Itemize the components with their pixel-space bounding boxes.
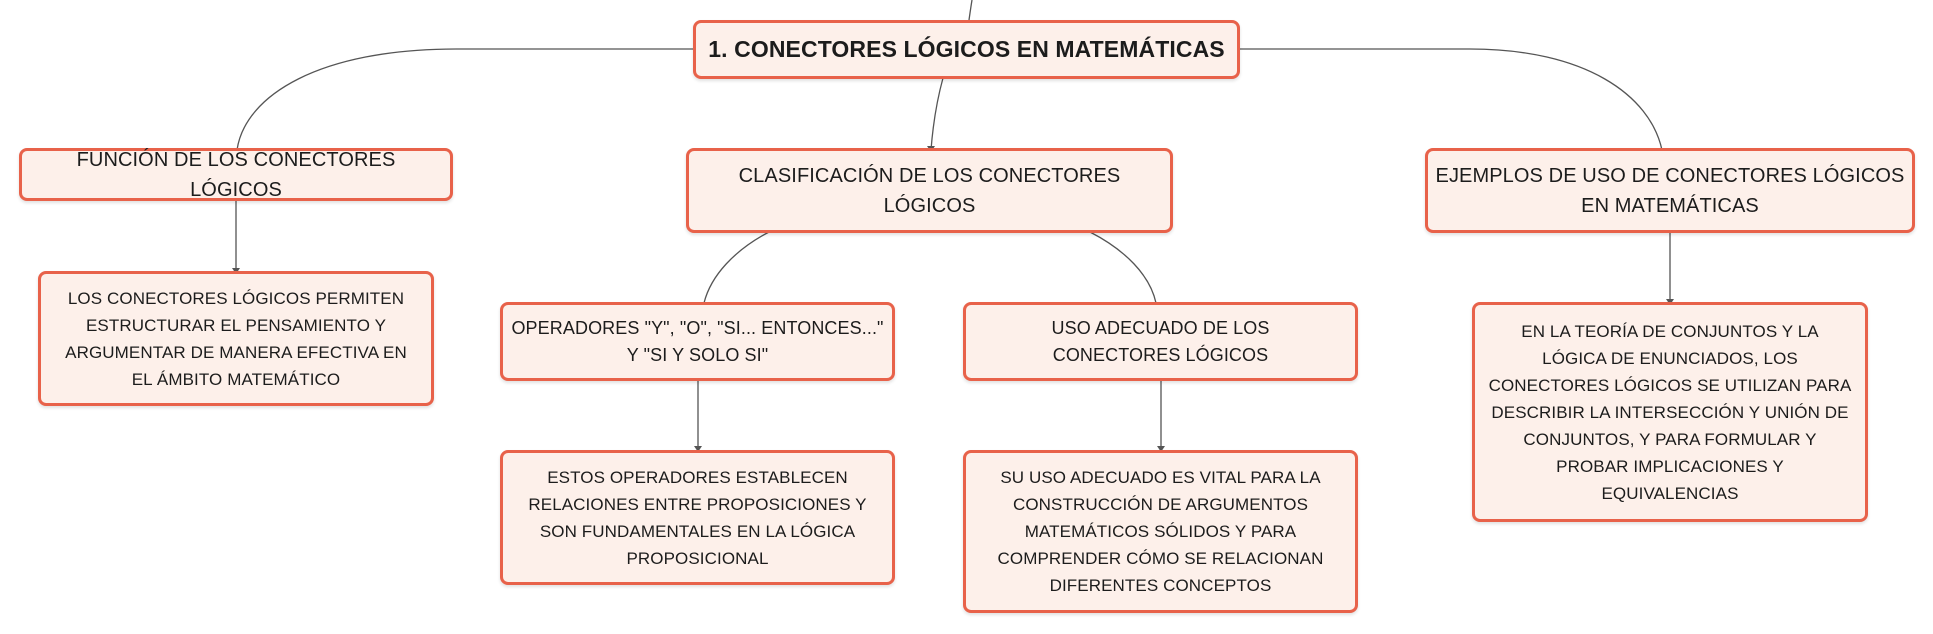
- topic-clasificacion[interactable]: [686, 148, 1173, 233]
- topic-ejemplos-label: EJEMPLOS DE USO DE CONECTORES LÓGICOS EN MATEMÁTICAS: [1435, 164, 1905, 217]
- topic-operadores-detail-label: ESTOS OPERADORES ESTABLECEN RELACIONES ENTRE PROPOSICIONES Y SON FUNDAMENTALES EN LA LÓGICA PROPOSICIONAL: [528, 467, 867, 568]
- topic-uso-label: USO ADECUADO DE LOS CONECTORES LÓGICOS: [1051, 317, 1270, 365]
- connector-root-to-ejemplos: [1238, 49, 1662, 150]
- connector-clasificacion-to-uso: [1090, 232, 1156, 303]
- connector-parent-to-root: [969, 0, 972, 20]
- topic-clasificacion-label: CLASIFICACIÓN DE LOS CONECTORES LÓGICOS: [738, 164, 1121, 217]
- topic-uso-detail[interactable]: [963, 450, 1358, 613]
- topic-funcion[interactable]: [19, 148, 453, 201]
- topic-operadores-detail[interactable]: [500, 450, 895, 585]
- topic-uso[interactable]: [963, 302, 1358, 381]
- root-topic[interactable]: [693, 20, 1240, 79]
- connector-root-to-clasificacion: [931, 78, 943, 150]
- topic-ejemplos-detail[interactable]: [1472, 302, 1868, 522]
- connector-clasificacion-to-operadores: [704, 232, 769, 303]
- topic-funcion-label: FUNCIÓN DE LOS CONECTORES LÓGICOS: [76, 148, 396, 201]
- topic-ejemplos[interactable]: [1425, 148, 1915, 233]
- root-topic-label: 1. CONECTORES LÓGICOS EN MATEMÁTICAS: [708, 36, 1225, 62]
- topic-funcion-detail[interactable]: [38, 271, 434, 406]
- topic-uso-detail-label: SU USO ADECUADO ES VITAL PARA LA CONSTRUCCIÓN DE ARGUMENTOS MATEMÁTICOS SÓLIDOS Y PARA COMPRENDER CÓMO SE RELACIONAN DIFERENTES CONCEPTOS: [997, 468, 1324, 595]
- topic-funcion-detail-label: LOS CONECTORES LÓGICOS PERMITEN ESTRUCTURAR EL PENSAMIENTO Y ARGUMENTAR DE MANERA EFECTIVA EN EL ÁMBITO MATEMÁTICO: [65, 288, 407, 389]
- topic-operadores[interactable]: [500, 302, 895, 381]
- connector-root-to-funcion: [237, 49, 695, 150]
- topic-ejemplos-detail-label: EN LA TEORÍA DE CONJUNTOS Y LA LÓGICA DE ENUNCIADOS, LOS CONECTORES LÓGICOS SE UTILIZAN PARA DESCRIBIR LA INTERSECCIÓN Y UNIÓN DE CONJUNTOS, Y PARA FORMULAR Y PROBAR IMPLICACIONES Y EQUIVALENCIAS: [1488, 321, 1852, 503]
- topic-operadores-label: OPERADORES "Y", "O", "SI... ENTONCES..." Y "SI Y SOLO SI": [511, 317, 884, 365]
